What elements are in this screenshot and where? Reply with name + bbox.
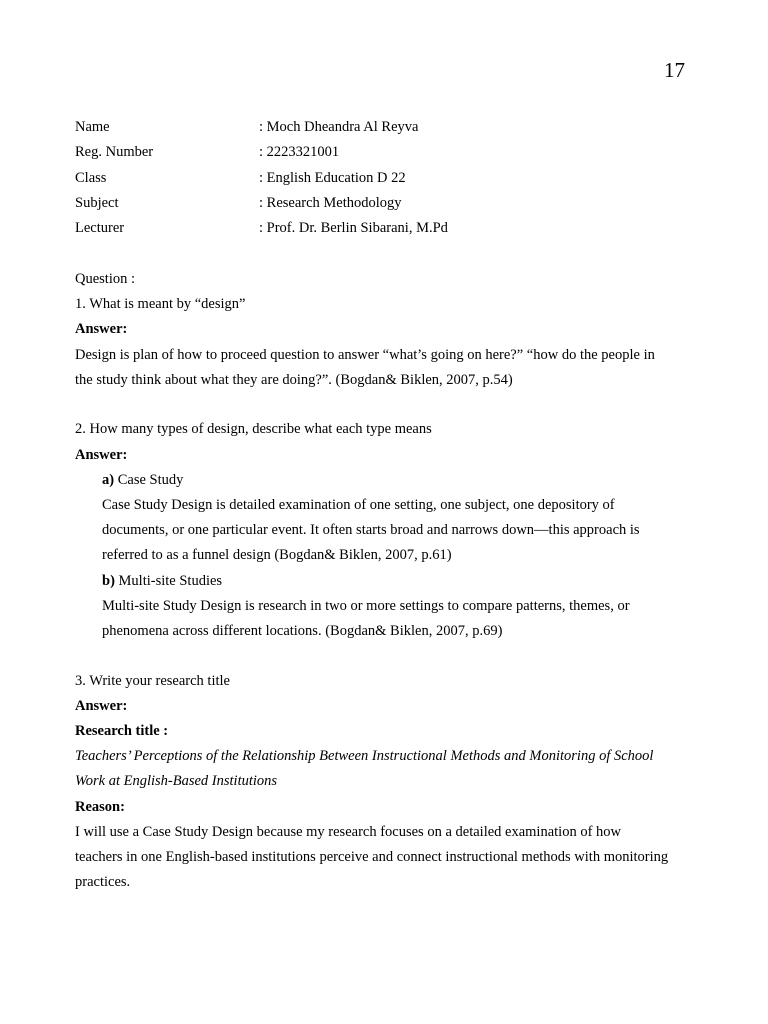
type-description-line: referred to as a funnel design (Bogdan& Biklen, 2007, p.61) — [102, 547, 452, 564]
type-description-line: documents, or one particular event. It often starts broad and narrows down—this approach is — [102, 522, 640, 539]
info-value: : Moch Dheandra Al Reyva — [259, 119, 419, 135]
research-title-label: Research title : — [75, 723, 169, 739]
type-description-line: Multi-site Study Design is research in two or more settings to compare patterns, themes, or — [102, 597, 630, 614]
type-marker: a) — [102, 471, 115, 488]
info-label: Reg. Number — [75, 144, 154, 161]
questions-section — [75, 269, 715, 897]
info-row-subject — [75, 193, 715, 218]
question-heading: Question : — [75, 271, 136, 287]
info-row-class — [75, 168, 715, 193]
page-number: 17 — [664, 58, 685, 82]
spacer — [75, 646, 715, 671]
info-label: Subject — [75, 194, 119, 211]
info-label: Class — [75, 169, 107, 186]
info-value: : Research Methodology — [259, 194, 402, 211]
spacer — [75, 395, 715, 420]
answer-1-line: Design is plan of how to proceed question to answer “what’s going on here?” “how do the people in — [75, 346, 655, 363]
design-type-multi-site — [75, 571, 715, 596]
answer-label: Answer: — [75, 446, 128, 463]
info-label: Name — [75, 119, 110, 135]
info-value: : Prof. Dr. Berlin Sibarani, M.Pd — [259, 220, 448, 237]
reason-line: I will use a Case Study Design because my research focuses on a detailed examination of how — [75, 823, 622, 840]
type-name: Case Study — [114, 471, 184, 488]
type-description-line: phenomena across different locations. (Bogdan& Biklen, 2007, p.69) — [102, 622, 503, 639]
info-value: : 2223321001 — [259, 144, 340, 161]
question-2: 2. How many types of design, describe what each type means — [75, 421, 432, 438]
reason-line: teachers in one English-based institutions perceive and connect instructional methods with monitoring — [75, 848, 669, 865]
question-1: 1. What is meant by “design” — [75, 296, 246, 313]
reason-label: Reason: — [75, 798, 125, 815]
design-type-case-study — [75, 470, 715, 495]
info-row-name — [75, 117, 715, 142]
question-3: 3. Write your research title — [75, 672, 230, 689]
type-name: Multi-site Studies — [114, 572, 223, 589]
info-row-lecturer — [75, 218, 715, 243]
answer-label: Answer: — [75, 697, 128, 714]
research-title-line: Work at English-Based Institutions — [75, 773, 278, 790]
research-title-line: Teachers’ Perceptions of the Relationship Between Instructional Methods and Monitoring of School — [75, 748, 654, 765]
reason-line: practices. — [75, 874, 131, 891]
student-info — [75, 117, 715, 243]
info-value: : English Education D 22 — [259, 169, 406, 186]
info-row-reg-number — [75, 142, 715, 167]
answer-1-line: the study think about what they are doing?”. (Bogdan& Biklen, 2007, p.54) — [75, 371, 513, 388]
answer-label: Answer: — [75, 321, 128, 338]
type-description-line: Case Study Design is detailed examination of one setting, one subject, one depository of — [102, 497, 615, 513]
type-marker: b) — [102, 572, 115, 589]
info-label: Lecturer — [75, 220, 125, 237]
